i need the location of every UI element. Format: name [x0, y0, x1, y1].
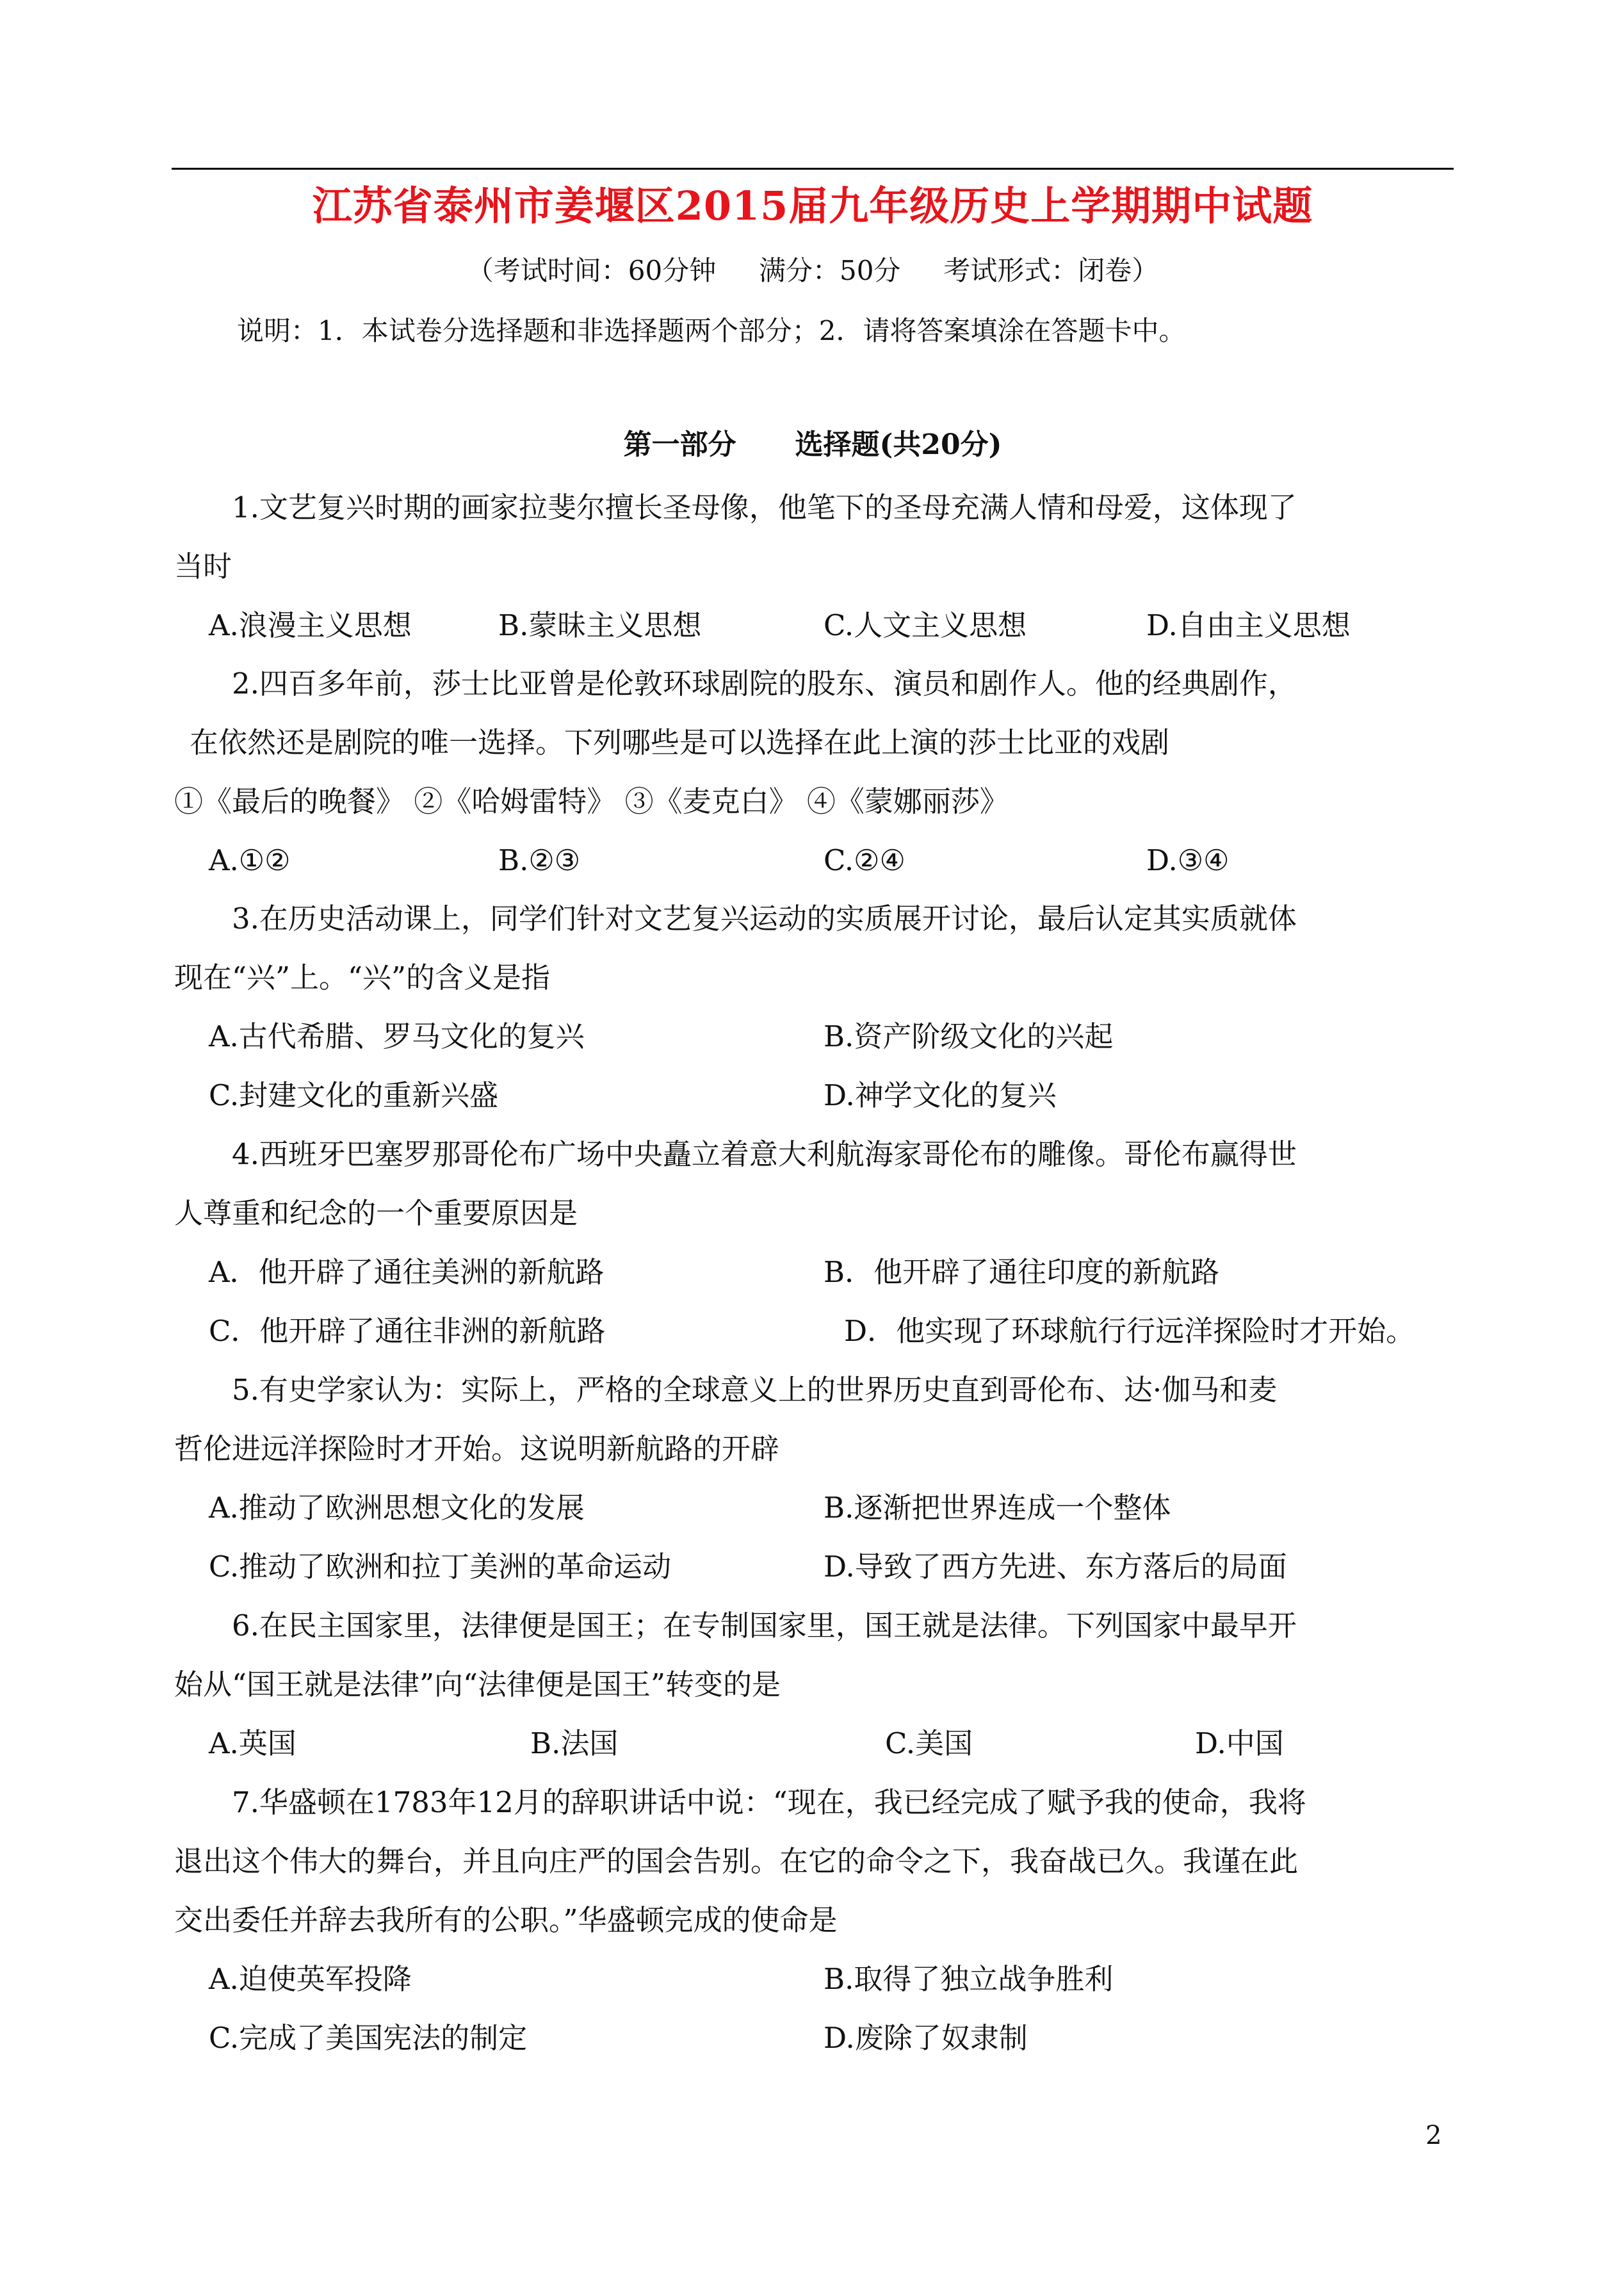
question-3-stem-line-2: 现在“兴”上。“兴”的含义是指: [174, 961, 551, 994]
question-2-option-d: D.③④: [1146, 843, 1230, 877]
question-2-stem-line-3: ①《最后的晚餐》 ②《哈姆雷特》 ③《麦克白》 ④《蒙娜丽莎》: [174, 784, 1009, 818]
page-number: 2: [1425, 2121, 1442, 2150]
question-1-option-d: D.自由主义思想: [1146, 608, 1351, 642]
question-1-stem-line-1: 1.文艺复兴时期的画家拉斐尔擅长圣母像，他笔下的圣母充满人情和母爱，这体现了: [232, 491, 1297, 524]
question-5-option-a: A.推动了欧洲思想文化的发展: [209, 1491, 585, 1525]
question-3-option-d: D.神学文化的复兴: [824, 1078, 1057, 1112]
question-7-option-a: A.迫使英军投降: [209, 1962, 412, 1996]
question-2-stem-line-2: 在依然还是剧院的唯一选择。下列哪些是可以选择在此上演的莎士比亚的戏剧: [190, 726, 1170, 759]
question-4-option-d: D．他实现了环球航行行远洋探险时才开始。: [844, 1314, 1415, 1348]
question-7-stem-line-3: 交出委任并辞去我所有的公职。”华盛顿完成的使命是: [174, 1903, 838, 1937]
question-7-option-b: B.取得了独立战争胜利: [824, 1962, 1114, 1996]
question-4-stem-line-1: 4.西班牙巴塞罗那哥伦布广场中央矗立着意大利航海家哥伦布的雕像。哥伦布赢得世: [232, 1137, 1297, 1171]
question-5-option-b: B.逐渐把世界连成一个整体: [824, 1491, 1171, 1525]
question-1-option-b: B.蒙昧主义思想: [498, 608, 702, 642]
question-4-option-a: A．他开辟了通往美洲的新航路: [209, 1255, 605, 1289]
exam-title: 江苏省泰州市姜堰区2015届九年级历史上学期期中试题: [312, 182, 1313, 229]
header-rule: [172, 168, 1454, 170]
question-6-stem-line-1: 6.在民主国家里，法律便是国王；在专制国家里，国王就是法律。下列国家中最早开: [232, 1609, 1297, 1642]
exam-info: （考试时间：60分钟 满分：50分 考试形式：闭卷）: [466, 255, 1159, 286]
question-3-option-a: A.古代希腊、罗马文化的复兴: [209, 1019, 585, 1053]
question-3-option-c: C.封建文化的重新兴盛: [209, 1078, 499, 1112]
question-5-option-d: D.导致了西方先进、东方落后的局面: [824, 1550, 1287, 1584]
question-2-stem-line-1: 2.四百多年前，莎士比亚曾是伦敦环球剧院的股东、演员和剧作人。他的经典剧作，: [232, 667, 1297, 701]
question-4-option-c: C．他开辟了通往非洲的新航路: [209, 1314, 606, 1348]
question-6-option-c: C.美国: [885, 1726, 973, 1760]
question-7-stem-line-1: 7.华盛顿在1783年12月的辞职讲话中说：“现在，我已经完成了赋予我的使命，我将: [232, 1785, 1306, 1819]
question-2-option-b: B.②③: [498, 843, 581, 877]
question-3-option-b: B.资产阶级文化的兴起: [824, 1019, 1114, 1053]
question-5-stem-line-2: 哲伦进远洋探险时才开始。这说明新航路的开辟: [174, 1432, 780, 1466]
question-7-stem-line-2: 退出这个伟大的舞台，并且向庄严的国会告别。在它的命令之下，我奋战已久。我谨在此: [174, 1844, 1299, 1878]
question-5-option-c: C.推动了欧洲和拉丁美洲的革命运动: [209, 1550, 672, 1584]
question-6-option-a: A.英国: [209, 1726, 296, 1760]
question-7-option-c: C.完成了美国宪法的制定: [209, 2021, 528, 2055]
question-6-option-d: D.中国: [1195, 1726, 1284, 1760]
question-7-option-d: D.废除了奴隶制: [824, 2021, 1028, 2055]
question-4-stem-line-2: 人尊重和纪念的一个重要原因是: [174, 1196, 578, 1230]
question-1-option-c: C.人文主义思想: [824, 608, 1027, 642]
question-1-option-a: A.浪漫主义思想: [209, 608, 412, 642]
question-5-stem-line-1: 5.有史学家认为：实际上，严格的全球意义上的世界历史直到哥伦布、达·伽马和麦: [232, 1373, 1278, 1407]
exam-note: 说明：1．本试卷分选择题和非选择题两个部分；2．请将答案填涂在答题卡中。: [237, 315, 1186, 346]
question-6-stem-line-2: 始从“国王就是法律”向“法律便是国王”转变的是: [174, 1667, 781, 1701]
question-1-stem-line-2: 当时: [174, 549, 232, 583]
question-3-stem-line-1: 3.在历史活动课上，同学们针对文艺复兴运动的实质展开讨论，最后认定其实质就体: [232, 902, 1297, 936]
section-title: 第一部分 选择题(共20分): [623, 428, 1002, 461]
question-2-option-c: C.②④: [824, 843, 905, 877]
question-2-option-a: A.①②: [209, 843, 291, 877]
question-6-option-b: B.法国: [530, 1726, 619, 1760]
question-4-option-b: B．他开辟了通往印度的新航路: [824, 1255, 1220, 1289]
